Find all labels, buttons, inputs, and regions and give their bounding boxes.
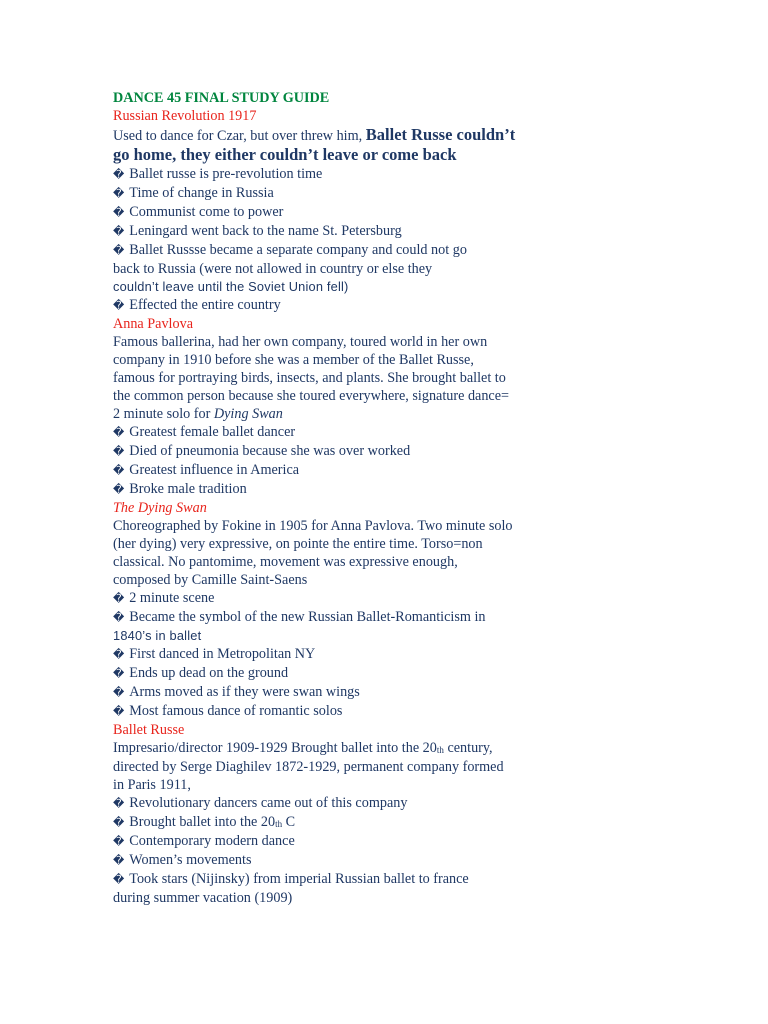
intro-big-text-2: go home, they either couldn’t leave or come back [113,145,457,164]
list-item: � Contemporary modern dance [113,832,553,851]
list-item-text: Brought ballet into the 20 [129,814,276,830]
paragraph-line [113,739,553,758]
section-heading-dying-swan [113,499,553,517]
list-item: � 2 minute scene [113,589,553,608]
paragraph-text: Impresario/director 1909-1929 Brought ballet into the 20 [113,740,437,756]
list-item: � First danced in Metropolitan NY [113,645,553,664]
paragraph-text: century, [443,740,493,756]
paragraph-line: the common person because she toured everywhere, signature dance= [113,388,510,404]
section-heading-ballet-russe: Ballet Russe [113,722,185,738]
list-item: � Effected the entire country [113,296,553,315]
section-heading-text: The Dying Swan [113,500,207,516]
section-heading-russian-revolution: Russian Revolution 1917 [113,108,257,124]
list-item-continuation: during summer vacation (1909) [113,890,293,906]
list-item: � Took stars (Nijinsky) from imperial Russian ballet to france [113,870,553,889]
list-item: � Ballet Russse became a separate company and could not go [113,241,553,260]
list-item: � Arms moved as if they were swan wings [113,683,553,702]
list-item [113,813,553,832]
ordinal-suffix: th [436,745,444,755]
list-item-continuation: 1840’s in ballet [113,628,202,643]
list-item: � Greatest influence in America [113,461,553,480]
section-heading-anna-pavlova: Anna Pavlova [113,316,193,332]
paragraph-line: Choreographed by Fokine in 1905 for Anna Pavlova. Two minute solo [113,518,513,534]
paragraph-line [113,405,553,423]
intro-big-text-1: Ballet Russe couldn’t [365,125,516,144]
list-item-continuation: couldn’t leave until the Soviet Union fell) [113,279,349,294]
paragraph-line: famous for portraying birds, insects, and plants. She brought ballet to [113,370,506,386]
intro-line [113,125,553,145]
paragraph-line: composed by Camille Saint-Saens [113,572,308,588]
ordinal-suffix: th [275,819,283,829]
list-item: � Revolutionary dancers came out of this company [113,794,553,813]
list-item-continuation: back to Russia (were not allowed in country or else they [113,261,433,277]
list-item: � Most famous dance of romantic solos [113,702,553,721]
paragraph-line: (her dying) very expressive, on pointe the entire time. Torso=non [113,536,483,552]
list-item: � Communist come to power [113,203,553,222]
paragraph-text: 2 minute solo for [113,406,214,422]
list-item-text: C [282,814,296,830]
paragraph-line: in Paris 1911, [113,777,191,793]
list-item: � Died of pneumonia because she was over worked [113,442,553,461]
dying-swan-title-italic: Dying Swan [213,406,283,422]
paragraph-line: company in 1910 before she was a member of the Ballet Russe, [113,352,474,368]
list-item: � Ends up dead on the ground [113,664,553,683]
study-guide-page [113,89,553,907]
list-item: � Leningard went back to the name St. Petersburg [113,222,553,241]
list-item: � Broke male tradition [113,480,553,499]
paragraph-line: classical. No pantomime, movement was expressive enough, [113,554,458,570]
intro-plain-text: Used to dance for Czar, but over threw him, [113,128,366,144]
list-item: � Became the symbol of the new Russian Ballet-Romanticism in [113,608,553,627]
list-item: � Time of change in Russia [113,184,553,203]
list-item: � Women’s movements [113,851,553,870]
list-item: � Ballet russe is pre-revolution time [113,165,553,184]
document-title: DANCE 45 FINAL STUDY GUIDE [113,90,330,106]
list-item: � Greatest female ballet dancer [113,423,553,442]
paragraph-line: Famous ballerina, had her own company, toured world in her own [113,334,488,350]
paragraph-line: directed by Serge Diaghilev 1872-1929, permanent company formed [113,759,504,775]
